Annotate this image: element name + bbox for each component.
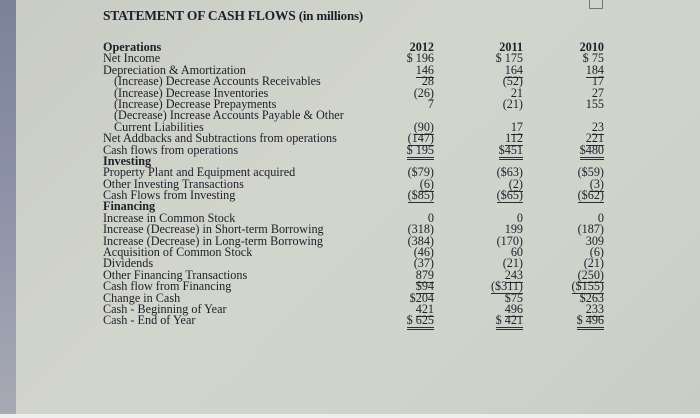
cell-value: (37) [413,256,434,271]
row-label: Other Financing Transactions [103,267,248,282]
cell-value: (52) [502,74,523,89]
row-label: Financing [103,199,156,214]
cell-value: (318) [407,222,434,237]
cell-value: $ 496 [550,315,604,326]
row-label: Property Plant and Equipment acquired [103,165,296,180]
row-label: Cash - End of Year [103,313,196,328]
cell-value: ($155) [571,279,604,294]
cell-value: (6) [589,245,604,260]
cell-value: 7 [427,96,434,111]
row-label: Cash flows from operations [103,142,239,157]
cell-value: 164 [504,62,523,77]
cell-value: 233 [585,301,604,316]
cell-value: $263 [579,290,604,305]
cell-value: (21) [502,96,523,111]
cell-value: 0 [516,210,523,225]
left-edge-strip [0,0,16,418]
cell-value: ($85) [407,188,434,203]
row-label: Change in Cash [103,290,181,305]
row-label: Cash flow from Financing [103,279,232,294]
row-label: Acquisition of Common Stock [103,245,253,260]
cell-value: $ 175 [495,51,523,66]
cell-value: 0 [597,210,604,225]
cell-value: 2010 [579,40,604,54]
row-label: Current Liabilities [114,119,204,134]
cell-value: 243 [504,267,523,282]
cell-value: (21) [502,256,523,271]
title-sub: (in millions) [298,8,363,23]
cell-value: $ 421 [467,315,523,326]
cell-value: 496 [504,301,523,316]
bottom-edge [0,414,700,418]
cell-value: 112 [505,131,523,146]
cell-value: (90) [413,119,434,134]
cell-value: 17 [510,119,523,134]
row-labels [103,42,344,327]
row-label: Depreciation & Amortization [103,62,246,77]
cell-value: 0 [427,210,434,225]
cell-value: ($62) [577,188,604,203]
row-label: Cash - Beginning of Year [103,301,227,316]
cell-value: 184 [585,62,604,77]
column-2010 [550,42,604,327]
cell-value: 146 [415,62,434,77]
cell-value: (170) [496,233,523,248]
cell-value: $480 [550,145,604,156]
row-label: Increase (Decrease) in Long-term Borrowing [103,233,323,248]
row-label: Cash Flows from Investing [103,188,236,203]
cell-value: 17 [591,74,604,89]
cell-value: (2) [508,176,523,191]
cell-value: (21) [583,256,604,271]
cell-value: ($65) [496,188,523,203]
row-label: Other Investing Transactions [103,176,244,191]
cell-value: (6) [419,176,434,191]
cell-value: $ 75 [582,51,604,66]
row-label: Operations [103,40,162,54]
row-label: Increase (Decrease) in Short-term Borrowing [103,222,324,237]
row-label: Dividends [103,256,154,271]
cell-value: ($63) [496,165,523,180]
cell-value: 21 [510,85,523,100]
row-label: (Increase) Decrease Prepayments [114,96,277,111]
cell-value: ($311) [490,279,523,294]
cell-value: 60 [510,245,523,260]
page-title [103,8,363,24]
cell-value: ($59) [577,165,604,180]
cell-value: (3) [589,176,604,191]
cell-value: 309 [585,233,604,248]
cell-value: 23 [591,119,604,134]
column-2011 [467,42,523,327]
cell-value: 27 [591,85,604,100]
cell-value [550,201,604,212]
cell-value: $75 [504,290,523,305]
cell-value: (46) [413,245,434,260]
cell-value: 28 [421,74,434,89]
row-label: (Increase) Decrease Accounts Receivables [114,74,321,89]
cell-value: 421 [415,301,434,316]
cell-value: $451 [467,145,523,156]
row-label: Net Income [103,51,161,66]
cell-value: (250) [577,267,604,282]
corner-box [589,0,603,9]
column-2012 [380,42,434,327]
cell-value: 2012 [409,40,434,54]
cell-value: $ 625 [380,315,434,326]
cell-value: $ 195 [380,145,434,156]
cell-value: (26) [413,85,434,100]
row-label: Net Addbacks and Subtractions from operations [103,131,337,146]
cell-value: 221 [585,131,604,146]
row-label: (Decrease) Increase Accounts Payable & Other [114,108,344,123]
row-label: (Increase) Decrease Inventories [114,85,269,100]
cell-value: 155 [585,96,604,111]
cell-value: $ 196 [406,51,434,66]
row-label: Increase in Common Stock [103,210,236,225]
cell-value: $94 [415,279,434,294]
cell-value: (187) [577,222,604,237]
cell-value: (147) [407,131,434,146]
cell-value: 2011 [499,40,523,54]
cell-value: $204 [409,290,434,305]
cell-value: ($79) [407,165,434,180]
title-main: STATEMENT OF CASH FLOWS [103,8,296,23]
cell-value [467,201,523,212]
cell-value: 879 [415,267,434,282]
cell-value: (384) [407,233,434,248]
cell-value: 199 [504,222,523,237]
row-label: Investing [103,153,152,168]
cell-value [380,201,434,212]
